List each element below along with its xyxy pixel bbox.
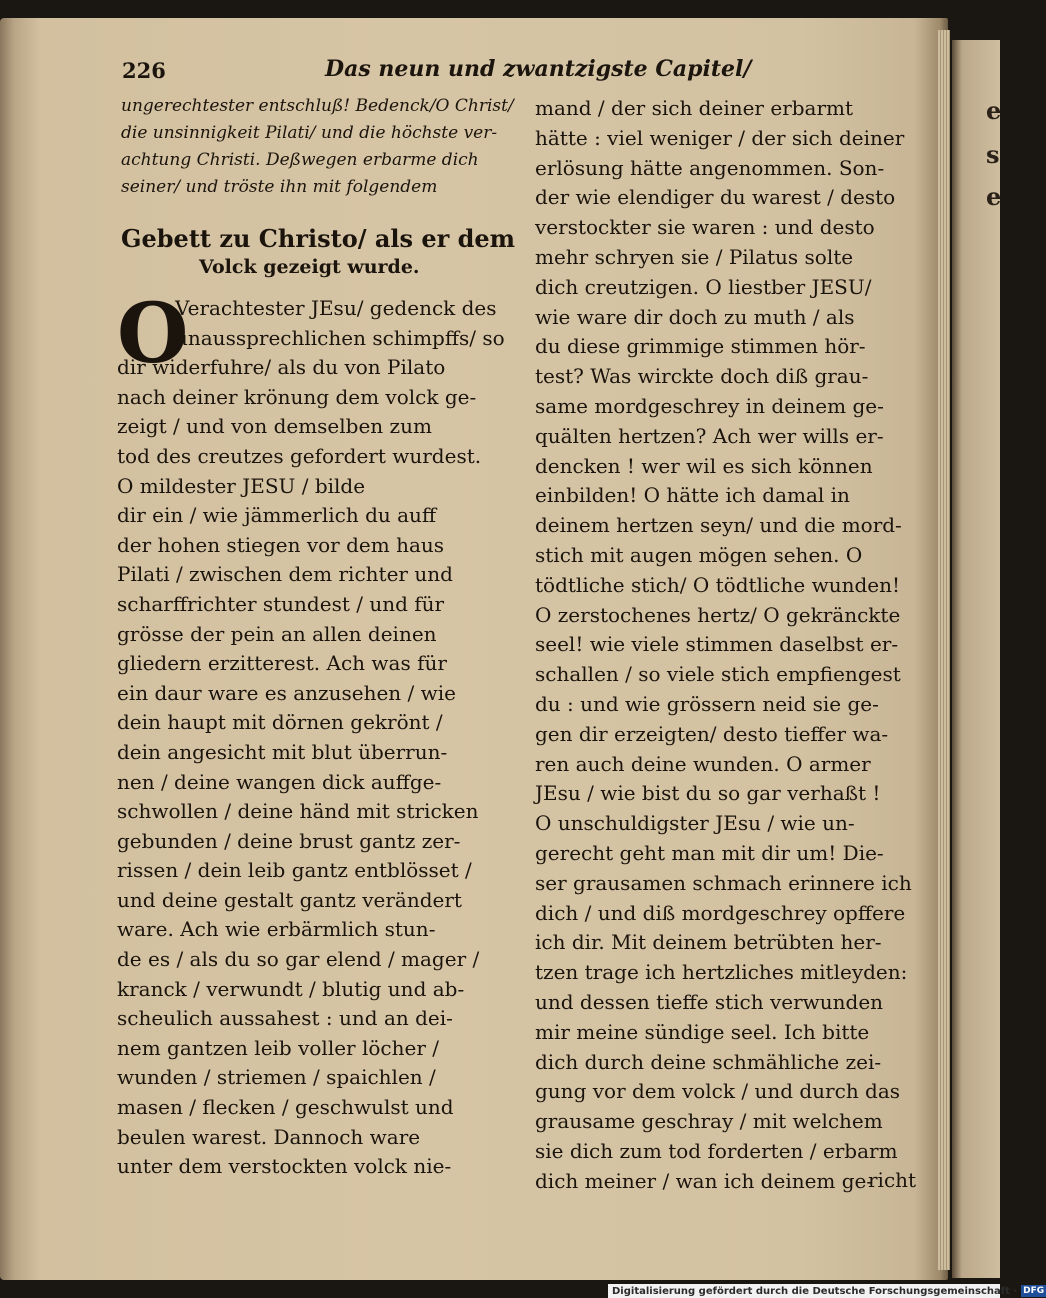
text-line: unter dem verstockten volck nie- (117, 1154, 452, 1179)
page-number: 226 (122, 58, 166, 83)
intro-paragraph (121, 96, 514, 204)
text-line: tod des creutzes gefordert wurdest. (117, 443, 482, 468)
text-line: O mildester JESU / bilde (117, 473, 366, 498)
running-head: Das neun und zwantzigste Capitel/ (325, 56, 752, 82)
catchword: richt (868, 1168, 917, 1192)
text-line: dich durch deine schmähliche zei- (535, 1049, 882, 1074)
text-line: Pilati / zwischen dem richter und (117, 562, 453, 587)
text-line: seel! wie viele stimmen daselbst er- (535, 632, 899, 657)
facing-page-edge (952, 40, 1000, 1278)
text-line: einbilden! O hätte ich damal in (535, 483, 850, 508)
text-line: wunden / striemen / spaichlen / (117, 1065, 436, 1090)
text-line: masen / flecken / geschwulst und (117, 1095, 454, 1120)
text-line: dein angesicht mit blut überrun- (117, 739, 448, 764)
text-line: nach deiner krönung dem volck ge- (117, 384, 477, 409)
text-line: dich meiner / wan ich deinem ge- (535, 1168, 874, 1193)
facing-page-fragment: e (986, 182, 1002, 211)
text-line: tödtliche stich/ O tödtliche wunden! (535, 572, 901, 597)
text-line: unaussprechlichen schimpffs/ so (175, 325, 505, 350)
text-line: sie dich zum tod forderten / erbarm (535, 1138, 898, 1163)
text-line: de es / als du so gar elend / mager / (117, 947, 480, 972)
text-line: seiner/ und tröste ihn mit folgendem (121, 177, 438, 197)
text-line: gebunden / deine brust gantz zer- (117, 828, 461, 853)
text-line: mand / der sich deiner erbarmt (535, 96, 854, 120)
heading-line: Volck gezeigt wurde. (199, 256, 420, 278)
funding-footer (608, 1284, 1045, 1298)
text-line: dich / und diß mordgeschrey opffere (535, 900, 906, 925)
prayer-heading (121, 224, 515, 288)
page-edge (938, 30, 950, 1270)
text-line: gen dir erzeigten/ desto tieffer wa- (535, 721, 889, 746)
text-line: grösse der pein an allen deinen (117, 621, 437, 646)
text-line: nem gantzen leib voller löcher / (117, 1035, 439, 1060)
text-line: quälten hertzen? Ach wer wills er- (535, 423, 884, 448)
footer-text: Digitalisierung gefördert durch die Deutsche Forschungsgemeinschaft · (612, 1285, 1018, 1297)
text-line: Verachtester JEsu/ gedenck des (175, 296, 497, 320)
text-line: kranck / verwundt / blutig und ab- (117, 976, 465, 1001)
text-line: same mordgeschrey in deinem ge- (535, 393, 884, 418)
text-line: JEsu / wie bist du so gar verhaßt ! (535, 781, 881, 806)
text-line: ungerechtester entschluß! Bedenck/O Christ/ (121, 96, 514, 116)
facing-page-fragment: e (986, 96, 1002, 125)
text-line: dencken ! wer wil es sich können (535, 453, 873, 478)
text-line: ein daur ware es anzusehen / wie (117, 680, 456, 705)
text-line: test? Was wirckte doch diß grau- (535, 364, 869, 389)
heading-line: Gebett zu Christo/ als er dem (121, 224, 516, 253)
text-line: schallen / so viele stich empfiengest (535, 662, 901, 687)
text-line: O zerstochenes hertz/ O gekränckte (535, 602, 901, 627)
text-line: die unsinnigkeit Pilati/ und die höchste ver- (121, 123, 498, 143)
text-line: der wie elendiger du warest / desto (535, 185, 896, 210)
text-line: gliedern erzitterest. Ach was für (117, 651, 447, 676)
facing-page-fragment: s (986, 140, 1000, 169)
text-line: mehr schryen sie / Pilatus solte (535, 244, 854, 269)
text-line: beulen warest. Dannoch ware (117, 1124, 421, 1149)
text-line: achtung Christi. Deßwegen erbarme dich (121, 150, 479, 170)
text-line: ser grausamen schmach erinnere ich (535, 870, 912, 895)
text-line: verstockter sie waren : und desto (535, 215, 875, 240)
text-line: mir meine sündige seel. Ich bitte (535, 1019, 870, 1044)
text-line: erlösung hätte angenommen. Son- (535, 155, 885, 180)
text-line: ren auch deine wunden. O armer (535, 751, 871, 776)
text-line: ich dir. Mit deinem betrübten her- (535, 930, 882, 955)
text-line: tzen trage ich hertzliches mitleyden: (535, 960, 908, 985)
text-line: deinem hertzen seyn/ und die mord- (535, 513, 902, 538)
text-line: und dessen tieffe stich verwunden (535, 989, 884, 1014)
text-line: O unschuldigster JEsu / wie un- (535, 811, 855, 836)
text-line: scheulich aussahest : und an dei- (117, 1006, 453, 1031)
text-line: gerecht geht man mit dir um! Die- (535, 840, 884, 865)
text-line: rissen / dein leib gantz entblösset / (117, 858, 472, 883)
text-line: wie ware dir doch zu muth / als (535, 304, 855, 329)
left-column-text (117, 296, 505, 1184)
text-line: scharffrichter stundest / und für (117, 591, 445, 616)
text-line: dich creutzigen. O liestber JESU/ (535, 274, 872, 299)
text-line: gung vor dem volck / und durch das (535, 1079, 901, 1104)
text-line: der hohen stiegen vor dem haus (117, 532, 445, 557)
text-line: dir widerfuhre/ als du von Pilato (117, 355, 446, 380)
text-line: schwollen / deine händ mit stricken (117, 799, 479, 824)
text-line: stich mit augen mögen sehen. O (535, 542, 863, 567)
drop-cap: O (117, 286, 189, 382)
text-line: dein haupt mit dörnen gekrönt / (117, 710, 443, 735)
right-column-text (535, 96, 912, 1198)
text-line: zeigt / und von demselben zum (117, 414, 432, 439)
text-line: ware. Ach wie erbärmlich stun- (117, 917, 436, 942)
dfg-logo: DFG (1023, 1286, 1045, 1296)
text-line: und deine gestalt gantz verändert (117, 887, 462, 912)
text-line: nen / deine wangen dick auffge- (117, 769, 442, 794)
text-line: grausame geschray / mit welchem (535, 1109, 883, 1134)
text-line: hätte : viel weniger / der sich deiner (535, 125, 905, 150)
text-line: du diese grimmige stimmen hör- (535, 334, 866, 359)
text-line: du : und wie grössern neid sie ge- (535, 691, 879, 716)
text-line: dir ein / wie jämmerlich du auff (117, 503, 437, 528)
